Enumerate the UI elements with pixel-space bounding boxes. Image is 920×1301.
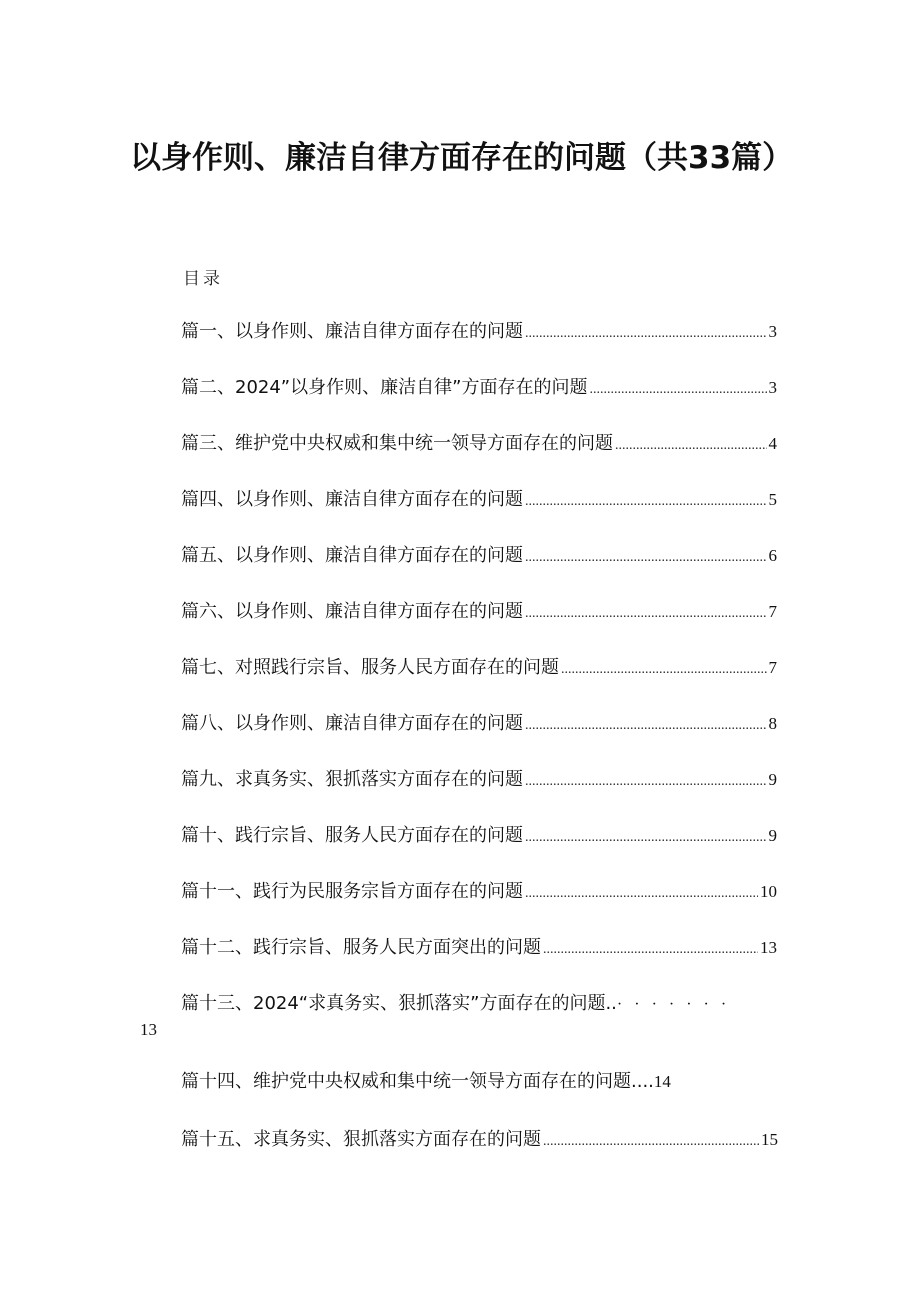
toc-entry[interactable] [181,822,777,850]
toc-leader-dots [615,432,767,460]
toc-entry-page: 7 [768,658,777,677]
toc-entry[interactable] [181,430,777,458]
toc-entry-label: 篇十五、求真务实、狠抓落实方面存在的问题 [181,1129,541,1150]
toc-entry-page: 8 [768,714,777,733]
toc-entry[interactable] [181,318,777,346]
toc-entry-label: 篇九、求真务实、狠抓落实方面存在的问题 [181,769,523,790]
toc-leader-dots [525,320,767,348]
toc-entry[interactable] [181,486,777,514]
toc-entry-page: 4 [768,434,777,453]
toc-entry-label: 篇十三、2024“求真务实、狠抓落实”方面存在的问题.. [181,993,617,1014]
toc-entry-page: 15 [761,1130,778,1149]
toc-entry-page: 14 [653,1072,671,1091]
toc-entry-label: 篇六、以身作则、廉洁自律方面存在的问题 [181,601,523,622]
toc-entry-label: 篇十、践行宗旨、服务人民方面存在的问题 [181,825,523,846]
toc-entry-page: 9 [768,770,777,789]
toc-entry-label: 篇十四、维护党中央权威和集中统一领导方面存在的问题.... [181,1071,654,1092]
toc-entry-page: 13 [760,938,777,957]
toc-entry[interactable] [181,766,777,794]
toc-entry[interactable] [181,598,777,626]
toc-entry-label: 篇一、以身作则、廉洁自律方面存在的问题 [181,321,523,342]
toc-entry-label: 篇七、对照践行宗旨、服务人民方面存在的问题 [181,657,559,678]
toc-leader-dots [525,544,767,572]
toc-leader-dots [543,1128,759,1156]
toc-entry[interactable] [181,374,777,402]
toc-leader-dots [525,880,758,908]
toc-leader-dots [525,768,767,796]
toc-leader-dots [525,712,767,740]
toc-entry-label: 篇十二、践行宗旨、服务人民方面突出的问题 [181,937,541,958]
toc-entry[interactable] [181,990,738,1018]
toc-entry[interactable] [181,1126,778,1154]
toc-entry[interactable] [181,878,777,906]
toc-entry-label: 篇四、以身作则、廉洁自律方面存在的问题 [181,489,523,510]
toc-entry-page: 13 [140,1020,157,1039]
toc-entry[interactable] [181,542,777,570]
toc-leader-dots [543,936,758,964]
toc-entry-page: 3 [768,322,777,341]
toc-entry-label: 篇十一、践行为民服务宗旨方面存在的问题 [181,881,523,902]
toc-leader-dots [525,824,767,852]
toc-entry[interactable] [181,1068,671,1096]
toc-entry-label: 篇二、2024”以身作则、廉洁自律”方面存在的问题 [181,377,588,398]
toc-leader-dots: ······· [616,996,739,1013]
toc-entry-page: 3 [768,378,777,397]
toc-entry-label: 篇八、以身作则、廉洁自律方面存在的问题 [181,713,523,734]
toc-leader-dots [525,600,767,628]
toc-entry-label: 篇五、以身作则、廉洁自律方面存在的问题 [181,545,523,566]
toc-leader-dots [589,376,766,404]
toc-leader-dots [525,488,767,516]
toc-leader-dots [561,656,767,684]
document-title: 以身作则、廉洁自律方面存在的问题（共33篇） [130,140,794,176]
toc-entry-page: 6 [768,546,777,565]
toc-entry-page: 7 [768,602,777,621]
toc-entry[interactable] [181,654,777,682]
toc-entry-page: 5 [768,490,777,509]
toc-entry-page: 10 [760,882,777,901]
toc-heading: 目录 [183,269,223,289]
toc-entry[interactable] [181,934,777,962]
toc-entry-page: 9 [768,826,777,845]
toc-entry-label: 篇三、维护党中央权威和集中统一领导方面存在的问题 [181,433,613,454]
toc-entry[interactable] [181,710,777,738]
